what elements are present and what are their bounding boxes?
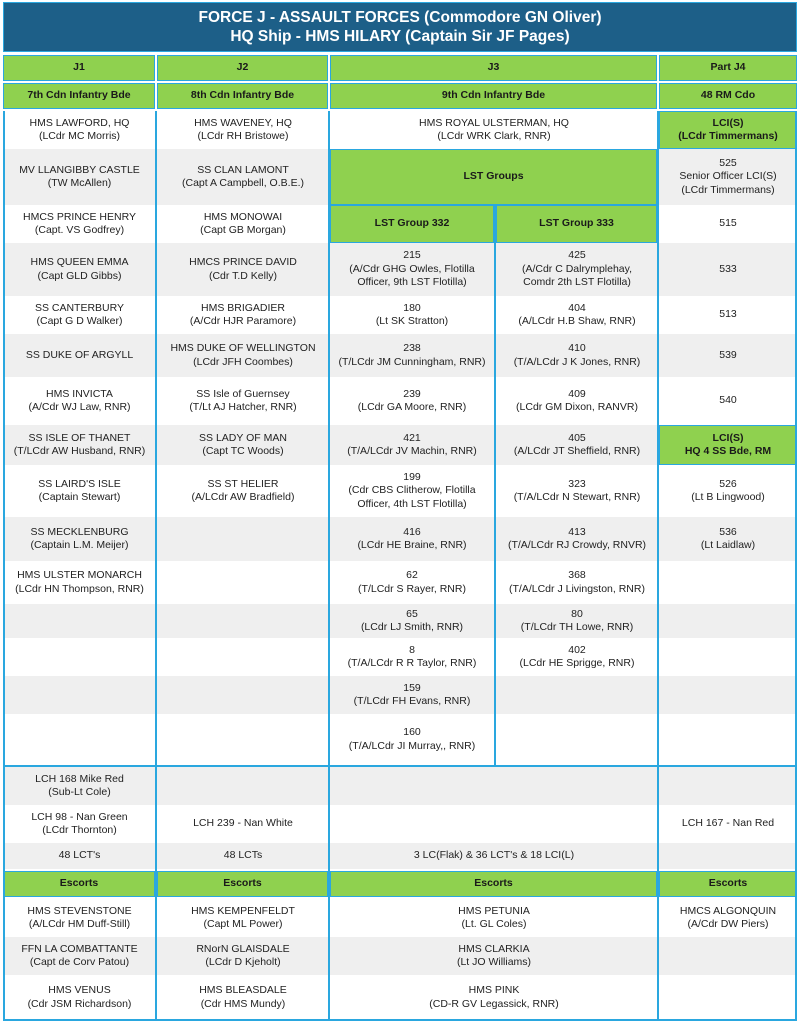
j1-ship-9-line-1: SS LAIRD'S ISLE bbox=[38, 477, 121, 490]
lst-333-item-2 bbox=[496, 296, 658, 334]
escort-j4-1-line-2: (A/Cdr DW Piers) bbox=[687, 918, 769, 930]
escort-j3-3-line-2: (CD-R GV Legassick, RNR) bbox=[429, 997, 559, 1010]
j1-ship-4 bbox=[3, 243, 156, 296]
lst-332-item-3-line-1: 238 bbox=[403, 342, 421, 354]
lst-333-item-10 bbox=[496, 638, 658, 676]
j1-ship-11-line-2: (LCdr HN Thompson, RNR) bbox=[15, 582, 144, 595]
j2-ship-4-line-1: HMCS PRINCE DAVID bbox=[189, 256, 297, 268]
j4-lci-525-line-2: Senior Officer LCI(S) bbox=[679, 170, 777, 183]
lst-332-item-12 bbox=[330, 714, 494, 765]
lch-168 bbox=[3, 767, 156, 805]
j2-ship-15 bbox=[157, 714, 329, 765]
j4-lct-empty bbox=[659, 843, 797, 869]
lst-333-item-9 bbox=[496, 604, 658, 638]
j1-ship-7-line-1: HMS INVICTA bbox=[46, 387, 113, 400]
j1-ship-11 bbox=[3, 561, 156, 604]
escort-j1-3-line-2: (Cdr JSM Richardson) bbox=[27, 997, 132, 1010]
lst-333-item-1-line-2: (A/Cdr C Dalrymplehay, bbox=[521, 262, 633, 275]
col-header-j1-line-1: J1 bbox=[73, 61, 85, 74]
lst-333-item-4 bbox=[496, 377, 658, 425]
col-header-j4 bbox=[659, 55, 797, 81]
j4-lci-513-line-1: 513 bbox=[719, 308, 737, 321]
lst-groups-header-line-1: LST Groups bbox=[463, 170, 524, 183]
j1-ship-15 bbox=[3, 714, 156, 765]
lst-332-item-2-line-1: 180 bbox=[403, 301, 421, 314]
lst-group-332-header-line-1: LST Group 332 bbox=[374, 217, 450, 230]
j1-ship-6-line-1: SS DUKE OF ARGYLL bbox=[25, 348, 134, 361]
j4-lch-empty bbox=[659, 767, 797, 805]
j4-lci-536-line-1: 536 bbox=[719, 525, 737, 538]
lst-group-332-header bbox=[330, 205, 494, 243]
lst-333-item-2-line-1: 404 bbox=[568, 301, 586, 314]
j1-ship-5-line-2: (Capt G D Walker) bbox=[36, 315, 123, 327]
j2-ship-9-line-2: (A/LCdr AW Bradfield) bbox=[191, 491, 295, 503]
title-line-1: FORCE J - ASSAULT FORCES (Commodore GN Oliver) bbox=[198, 9, 602, 26]
j4-lci-533-line-1: 533 bbox=[719, 262, 737, 275]
j4-lci-533 bbox=[659, 243, 797, 296]
lst-332-item-1-line-1: 215 bbox=[403, 249, 421, 262]
lch-167-line-1: LCH 167 - Nan Red bbox=[681, 817, 775, 830]
j1-ship-5-line-1: SS CANTERBURY bbox=[34, 301, 125, 314]
j1-ship-1-line-1: HMS LAWFORD, HQ bbox=[29, 116, 130, 129]
escort-j3-2 bbox=[330, 937, 658, 975]
j1-ship-1-line-2: (LCdr MC Morris) bbox=[38, 130, 121, 142]
escorts-header-j2 bbox=[157, 871, 328, 897]
j2-ship-1 bbox=[157, 111, 329, 149]
lst-332-item-9 bbox=[330, 604, 494, 638]
escorts-header-j3 bbox=[330, 871, 657, 897]
lst-332-item-2 bbox=[330, 296, 494, 334]
escort-j3-1-line-2: (Lt. GL Coles) bbox=[461, 918, 527, 930]
lst-333-item-7 bbox=[496, 517, 658, 561]
j2-ship-2 bbox=[157, 149, 329, 205]
escorts-header-j4-line-1: Escorts bbox=[708, 877, 748, 890]
j4-lci-536-line-2: (Lt Laidlaw) bbox=[700, 539, 756, 551]
lst-332-item-4 bbox=[330, 377, 494, 425]
lst-332-item-7-line-1: 416 bbox=[403, 525, 421, 538]
escort-j2-2-line-2: (LCdr D Kjeholt) bbox=[205, 956, 281, 968]
escort-j4-3 bbox=[659, 975, 797, 1020]
j3-lct bbox=[330, 843, 658, 869]
lst-332-item-7-line-2: (LCdr HE Braine, RNR) bbox=[357, 539, 467, 551]
lst-332-item-1-line-3: Officer, 9th LST Flotilla) bbox=[357, 276, 467, 289]
j1-ship-2-line-2: (TW McAllen) bbox=[47, 177, 112, 189]
j2-ship-6-line-1: HMS DUKE OF WELLINGTON bbox=[170, 342, 316, 354]
lst-332-item-1-line-2: (A/Cdr GHG Owles, Flotilla bbox=[349, 262, 475, 275]
escort-j1-2 bbox=[3, 937, 156, 975]
brigade-j4 bbox=[659, 83, 797, 109]
lst-332-item-7 bbox=[330, 517, 494, 561]
escort-j2-3 bbox=[157, 975, 329, 1020]
j2-ship-4-line-2: (Cdr T.D Kelly) bbox=[208, 269, 278, 282]
j2-ship-13 bbox=[157, 638, 329, 676]
separator-j2-j3 bbox=[328, 111, 330, 1020]
j2-ship-4 bbox=[157, 243, 329, 296]
lst-333-item-8 bbox=[496, 561, 658, 604]
lst-333-item-3-line-1: 410 bbox=[568, 342, 586, 354]
escort-j3-3 bbox=[330, 975, 658, 1020]
brigade-j2-line-1: 8th Cdn Infantry Bde bbox=[190, 89, 295, 102]
lch-98-line-1: LCH 98 - Nan Green bbox=[31, 810, 128, 823]
j1-ship-14 bbox=[3, 676, 156, 714]
j2-ship-2-line-1: SS CLAN LAMONT bbox=[197, 163, 289, 176]
lst-333-item-4-line-1: 409 bbox=[568, 387, 586, 400]
lst-333-item-1-line-1: 425 bbox=[568, 249, 586, 262]
j1-ship-6 bbox=[3, 334, 156, 377]
j4-lci-526-line-1: 526 bbox=[719, 477, 737, 490]
j1-ship-13 bbox=[3, 638, 156, 676]
lst-332-item-8-line-1: 62 bbox=[406, 569, 418, 581]
lst-333-item-9-line-2: (T/LCdr TH Lowe, RNR) bbox=[520, 621, 634, 633]
j1-ship-12 bbox=[3, 604, 156, 638]
j2-ship-5-line-1: HMS BRIGADIER bbox=[200, 301, 285, 314]
escort-j2-1-line-1: HMS KEMPENFELDT bbox=[191, 904, 295, 917]
separator-right bbox=[795, 111, 797, 1020]
escort-j1-1-line-1: HMS STEVENSTONE bbox=[27, 904, 132, 917]
lst-332-item-3-line-2: (T/LCdr JM Cunningham, RNR) bbox=[338, 355, 486, 368]
lst-group-333-header bbox=[496, 205, 657, 243]
j3-lch2-empty bbox=[330, 805, 658, 843]
j2-ship-7-line-2: (T/Lt AJ Hatcher, RNR) bbox=[189, 401, 297, 413]
lch-168-line-1: LCH 168 Mike Red bbox=[35, 772, 124, 785]
j1-ship-3-line-1: HMCS PRINCE HENRY bbox=[23, 210, 136, 223]
escort-j1-3-line-1: HMS VENUS bbox=[48, 984, 111, 996]
j3-lct-line-1: 3 LC(Flak) & 36 LCT's & 18 LCI(L) bbox=[413, 849, 575, 862]
j4-lci-header-line-2: (LCdr Timmermans) bbox=[678, 130, 778, 142]
escort-j2-2-line-1: RNorN GLAISDALE bbox=[196, 942, 290, 955]
lst-333-item-7-line-1: 413 bbox=[568, 525, 586, 538]
lst-333-item-7-line-2: (T/A/LCdr RJ Crowdy, RNVR) bbox=[507, 539, 647, 551]
j3-hq-ship bbox=[330, 111, 658, 149]
escort-j2-3-line-1: HMS BLEASDALE bbox=[199, 984, 287, 996]
j4-lci-513 bbox=[659, 296, 797, 334]
j2-ship-12 bbox=[157, 604, 329, 638]
j2-ship-6-line-2: (LCdr JFH Coombes) bbox=[193, 355, 293, 368]
j1-ship-9-line-2: (Captain Stewart) bbox=[38, 491, 121, 503]
lst-333-item-3-line-2: (T/A/LCdr J K Jones, RNR) bbox=[513, 355, 641, 368]
j4-empty-12 bbox=[659, 638, 797, 676]
separator-lch-top bbox=[3, 765, 797, 767]
j2-ship-7 bbox=[157, 377, 329, 425]
lst-333-item-8-line-2: (T/A/LCdr J Livingston, RNR) bbox=[509, 582, 645, 595]
j4-lci-header-line-1: LCI(S) bbox=[712, 116, 744, 129]
lst-333-item-5-line-1: 405 bbox=[568, 431, 586, 444]
lst-332-item-11 bbox=[330, 676, 494, 714]
lst-333-item-6-line-2: (T/A/LCdr N Stewart, RNR) bbox=[513, 491, 641, 503]
j2-lct-line-1: 48 LCTs bbox=[223, 849, 263, 862]
brigade-j1 bbox=[3, 83, 155, 109]
j1-ship-8 bbox=[3, 425, 156, 465]
j1-ship-9 bbox=[3, 465, 156, 517]
escort-j3-2-line-1: HMS CLARKIA bbox=[458, 942, 530, 955]
lst-333-item-9-line-1: 80 bbox=[571, 607, 583, 620]
j4-lci-525-line-3: (LCdr Timmermans) bbox=[681, 183, 775, 196]
j1-lct bbox=[3, 843, 156, 869]
lst-332-item-1 bbox=[330, 243, 494, 296]
lst-333-item-1-line-3: Comdr 2th LST Flotilla) bbox=[523, 276, 631, 289]
escort-j1-1-line-2: (A/LCdr HM Duff-Still) bbox=[28, 918, 131, 930]
escort-j2-1 bbox=[157, 899, 329, 937]
j1-ship-3-line-2: (Capt. VS Godfrey) bbox=[34, 224, 125, 236]
escorts-header-j4 bbox=[659, 871, 797, 897]
title-line-2: HQ Ship - HMS HILARY (Captain Sir JF Pages) bbox=[230, 28, 570, 45]
j4-lci-540 bbox=[659, 377, 797, 425]
lst-332-item-11-line-2: (T/LCdr FH Evans, RNR) bbox=[353, 695, 471, 707]
lst-332-item-8-line-2: (T/LCdr S Rayer, RNR) bbox=[358, 582, 466, 595]
j1-ship-8-line-2: (T/LCdr AW Husband, RNR) bbox=[13, 445, 146, 457]
lst-333-item-6-line-1: 323 bbox=[568, 477, 586, 490]
brigade-j1-line-1: 7th Cdn Infantry Bde bbox=[27, 89, 131, 102]
escort-j1-3 bbox=[3, 975, 156, 1020]
escort-j4-2 bbox=[659, 937, 797, 975]
j4-empty-11 bbox=[659, 604, 797, 638]
lst-332-item-5-line-1: 421 bbox=[403, 431, 421, 444]
lst-333-item-10-line-2: (LCdr HE Sprigge, RNR) bbox=[519, 657, 635, 669]
j1-lct-line-1: 48 LCT's bbox=[58, 849, 101, 862]
j4-lci-515 bbox=[659, 205, 797, 243]
j4-lci-525-line-1: 525 bbox=[719, 156, 737, 169]
j1-ship-1 bbox=[3, 111, 156, 149]
j4-lci-525 bbox=[659, 149, 797, 205]
lst-333-item-4-line-2: (LCdr GM Dixon, RANVR) bbox=[516, 401, 638, 413]
lch-98 bbox=[3, 805, 156, 843]
separator-left bbox=[3, 111, 5, 1020]
col-header-j4-line-1: Part J4 bbox=[710, 61, 746, 74]
lch-98-line-2: (LCdr Thornton) bbox=[42, 824, 117, 836]
lst-332-item-11-line-1: 159 bbox=[403, 681, 421, 694]
j2-ship-3 bbox=[157, 205, 329, 243]
j2-ship-11 bbox=[157, 561, 329, 604]
lst-332-item-6-line-2: (Cdr CBS Clitherow, Flotilla bbox=[348, 484, 476, 497]
j4-empty-10 bbox=[659, 561, 797, 604]
j1-ship-11-line-1: HMS ULSTER MONARCH bbox=[17, 569, 142, 581]
j1-ship-10 bbox=[3, 517, 156, 561]
j4-lci-526-line-2: (Lt B Lingwood) bbox=[691, 491, 765, 503]
lst-333-item-2-line-2: (A/LCdr H.B Shaw, RNR) bbox=[518, 315, 636, 327]
separator-j1-j2 bbox=[155, 111, 157, 1020]
lch-167 bbox=[659, 805, 797, 843]
separator-j3-j4 bbox=[657, 111, 659, 1020]
j2-ship-6 bbox=[157, 334, 329, 377]
j3-hq-ship-line-1: HMS ROYAL ULSTERMAN, HQ bbox=[419, 116, 569, 129]
lst-333-item-11 bbox=[496, 676, 658, 714]
escort-j2-2 bbox=[157, 937, 329, 975]
j1-ship-10-line-1: SS MECKLENBURG bbox=[30, 525, 129, 538]
escort-j3-1-line-1: HMS PETUNIA bbox=[458, 904, 530, 917]
j4-lci-515-line-1: 515 bbox=[719, 217, 737, 230]
j1-ship-7 bbox=[3, 377, 156, 425]
lst-333-item-10-line-1: 402 bbox=[568, 643, 586, 656]
lst-332-item-6 bbox=[330, 465, 494, 517]
j1-ship-7-line-2: (A/Cdr WJ Law, RNR) bbox=[28, 401, 131, 413]
escort-j4-1 bbox=[659, 899, 797, 937]
j2-ship-2-line-2: (Capt A Campbell, O.B.E.) bbox=[182, 177, 304, 189]
j4-lci-526 bbox=[659, 465, 797, 517]
lch-239-line-1: LCH 239 - Nan White bbox=[193, 817, 293, 830]
escorts-header-j2-line-1: Escorts bbox=[223, 877, 262, 890]
j1-ship-2-line-1: MV LLANGIBBY CASTLE bbox=[19, 163, 140, 176]
j1-ship-10-line-2: (Captain L.M. Meijer) bbox=[30, 539, 129, 551]
lst-332-item-12-line-2: (T/A/LCdr JI Murray,, RNR) bbox=[348, 739, 476, 752]
j2-ship-1-line-2: (LCdr RH Bristowe) bbox=[197, 130, 289, 142]
lst-333-item-1 bbox=[496, 243, 658, 296]
lst-332-item-9-line-2: (LCdr LJ Smith, RNR) bbox=[360, 621, 464, 633]
escort-j3-1 bbox=[330, 899, 658, 937]
lst-332-item-5-line-2: (T/A/LCdr JV Machin, RNR) bbox=[347, 445, 477, 457]
lst-332-item-5 bbox=[330, 425, 494, 465]
j2-lct bbox=[157, 843, 329, 869]
j4-lci-hq-header-line-2: HQ 4 SS Bde, RM bbox=[684, 445, 772, 457]
j2-ship-1-line-1: HMS WAVENEY, HQ bbox=[194, 116, 292, 129]
j2-ship-5-line-2: (A/Cdr HJR Paramore) bbox=[189, 315, 297, 327]
j2-ship-5 bbox=[157, 296, 329, 334]
escort-j3-2-line-2: (Lt JO Williams) bbox=[456, 956, 532, 968]
lst-332-item-4-line-1: 239 bbox=[403, 387, 421, 400]
lst-332-item-9-line-1: 65 bbox=[406, 607, 418, 620]
escort-j2-3-line-2: (Cdr HMS Mundy) bbox=[200, 997, 286, 1010]
j3-lch-empty bbox=[330, 767, 658, 805]
j2-ship-8-line-2: (Capt TC Woods) bbox=[202, 445, 284, 457]
j2-ship-3-line-2: (Capt GB Morgan) bbox=[200, 224, 286, 236]
lst-333-item-3 bbox=[496, 334, 658, 377]
lst-333-item-5 bbox=[496, 425, 658, 465]
separator-lst-groups bbox=[494, 205, 496, 765]
j4-lci-hq-header bbox=[659, 425, 797, 465]
lch-239 bbox=[157, 805, 329, 843]
lst-332-item-10-line-2: (T/A/LCdr R R Taylor, RNR) bbox=[347, 657, 477, 669]
brigade-j4-line-1: 48 RM Cdo bbox=[700, 89, 756, 102]
escorts-header-j1-line-1: Escorts bbox=[59, 877, 99, 890]
escort-j1-2-line-2: (Capt de Corv Patou) bbox=[29, 956, 130, 968]
j4-empty-13 bbox=[659, 676, 797, 714]
lst-groups-header bbox=[330, 149, 657, 205]
lst-332-item-3 bbox=[330, 334, 494, 377]
col-header-j1 bbox=[3, 55, 155, 81]
j2-ship-8-line-1: SS LADY OF MAN bbox=[199, 431, 287, 444]
lch-168-line-2: (Sub-Lt Cole) bbox=[48, 786, 111, 798]
escort-j1-2-line-1: FFN LA COMBATTANTE bbox=[21, 942, 138, 955]
lst-332-item-8 bbox=[330, 561, 494, 604]
j4-lci-hq-header-line-1: LCI(S) bbox=[712, 431, 744, 444]
j2-ship-9 bbox=[157, 465, 329, 517]
j4-lci-540-line-1: 540 bbox=[719, 394, 737, 407]
lst-332-item-6-line-3: Officer, 4th LST Flotilla) bbox=[357, 497, 467, 510]
j2-ship-10 bbox=[157, 517, 329, 561]
lst-333-item-5-line-2: (A/LCdr JT Sheffield, RNR) bbox=[513, 445, 641, 457]
j4-lci-539-line-1: 539 bbox=[719, 348, 737, 361]
col-header-j2-line-1: J2 bbox=[236, 61, 249, 74]
escort-j2-1-line-2: (Capt ML Power) bbox=[203, 918, 283, 930]
lst-332-item-4-line-2: (LCdr GA Moore, RNR) bbox=[357, 401, 467, 413]
j4-lci-header bbox=[659, 111, 797, 149]
j2-ship-3-line-1: HMS MONOWAI bbox=[203, 210, 283, 223]
j2-lch-empty bbox=[157, 767, 329, 805]
j4-empty-14 bbox=[659, 714, 797, 765]
j1-ship-3 bbox=[3, 205, 156, 243]
lst-333-item-8-line-1: 368 bbox=[568, 569, 586, 581]
lst-group-333-header-line-1: LST Group 333 bbox=[539, 217, 614, 230]
j2-ship-7-line-1: SS Isle of Guernsey bbox=[196, 387, 290, 400]
brigade-j2 bbox=[157, 83, 328, 109]
j3-hq-ship-line-2: (LCdr WRK Clark, RNR) bbox=[437, 130, 551, 142]
j1-ship-8-line-1: SS ISLE OF THANET bbox=[28, 431, 131, 444]
lst-332-item-6-line-1: 199 bbox=[403, 470, 421, 483]
j1-ship-5 bbox=[3, 296, 156, 334]
j2-ship-14 bbox=[157, 676, 329, 714]
escort-j3-3-line-1: HMS PINK bbox=[468, 984, 520, 996]
lst-333-item-6 bbox=[496, 465, 658, 517]
lst-332-item-10-line-1: 8 bbox=[409, 643, 415, 656]
lst-332-item-2-line-2: (Lt SK Stratton) bbox=[375, 315, 449, 327]
escorts-header-j1 bbox=[3, 871, 155, 897]
lst-332-item-12-line-1: 160 bbox=[403, 726, 421, 738]
j4-lci-539 bbox=[659, 334, 797, 377]
j4-lci-536 bbox=[659, 517, 797, 561]
j2-ship-8 bbox=[157, 425, 329, 465]
col-header-j2 bbox=[157, 55, 328, 81]
escort-j4-1-line-1: HMCS ALGONQUIN bbox=[679, 904, 777, 917]
lst-333-item-12 bbox=[496, 714, 658, 765]
j1-ship-2 bbox=[3, 149, 156, 205]
brigade-j3-line-1: 9th Cdn Infantry Bde bbox=[441, 89, 546, 102]
brigade-j3 bbox=[330, 83, 657, 109]
separator-bottom bbox=[3, 1019, 797, 1021]
col-header-j3 bbox=[330, 55, 657, 81]
j1-ship-4-line-1: HMS QUEEN EMMA bbox=[30, 256, 129, 268]
escorts-header-j3-line-1: Escorts bbox=[474, 877, 513, 890]
col-header-j3-line-1: J3 bbox=[487, 61, 500, 74]
lst-332-item-10 bbox=[330, 638, 494, 676]
j1-ship-4-line-2: (Capt GLD Gibbs) bbox=[37, 269, 122, 282]
j2-ship-9-line-1: SS ST HELIER bbox=[207, 477, 279, 490]
escort-j1-1 bbox=[3, 899, 156, 937]
